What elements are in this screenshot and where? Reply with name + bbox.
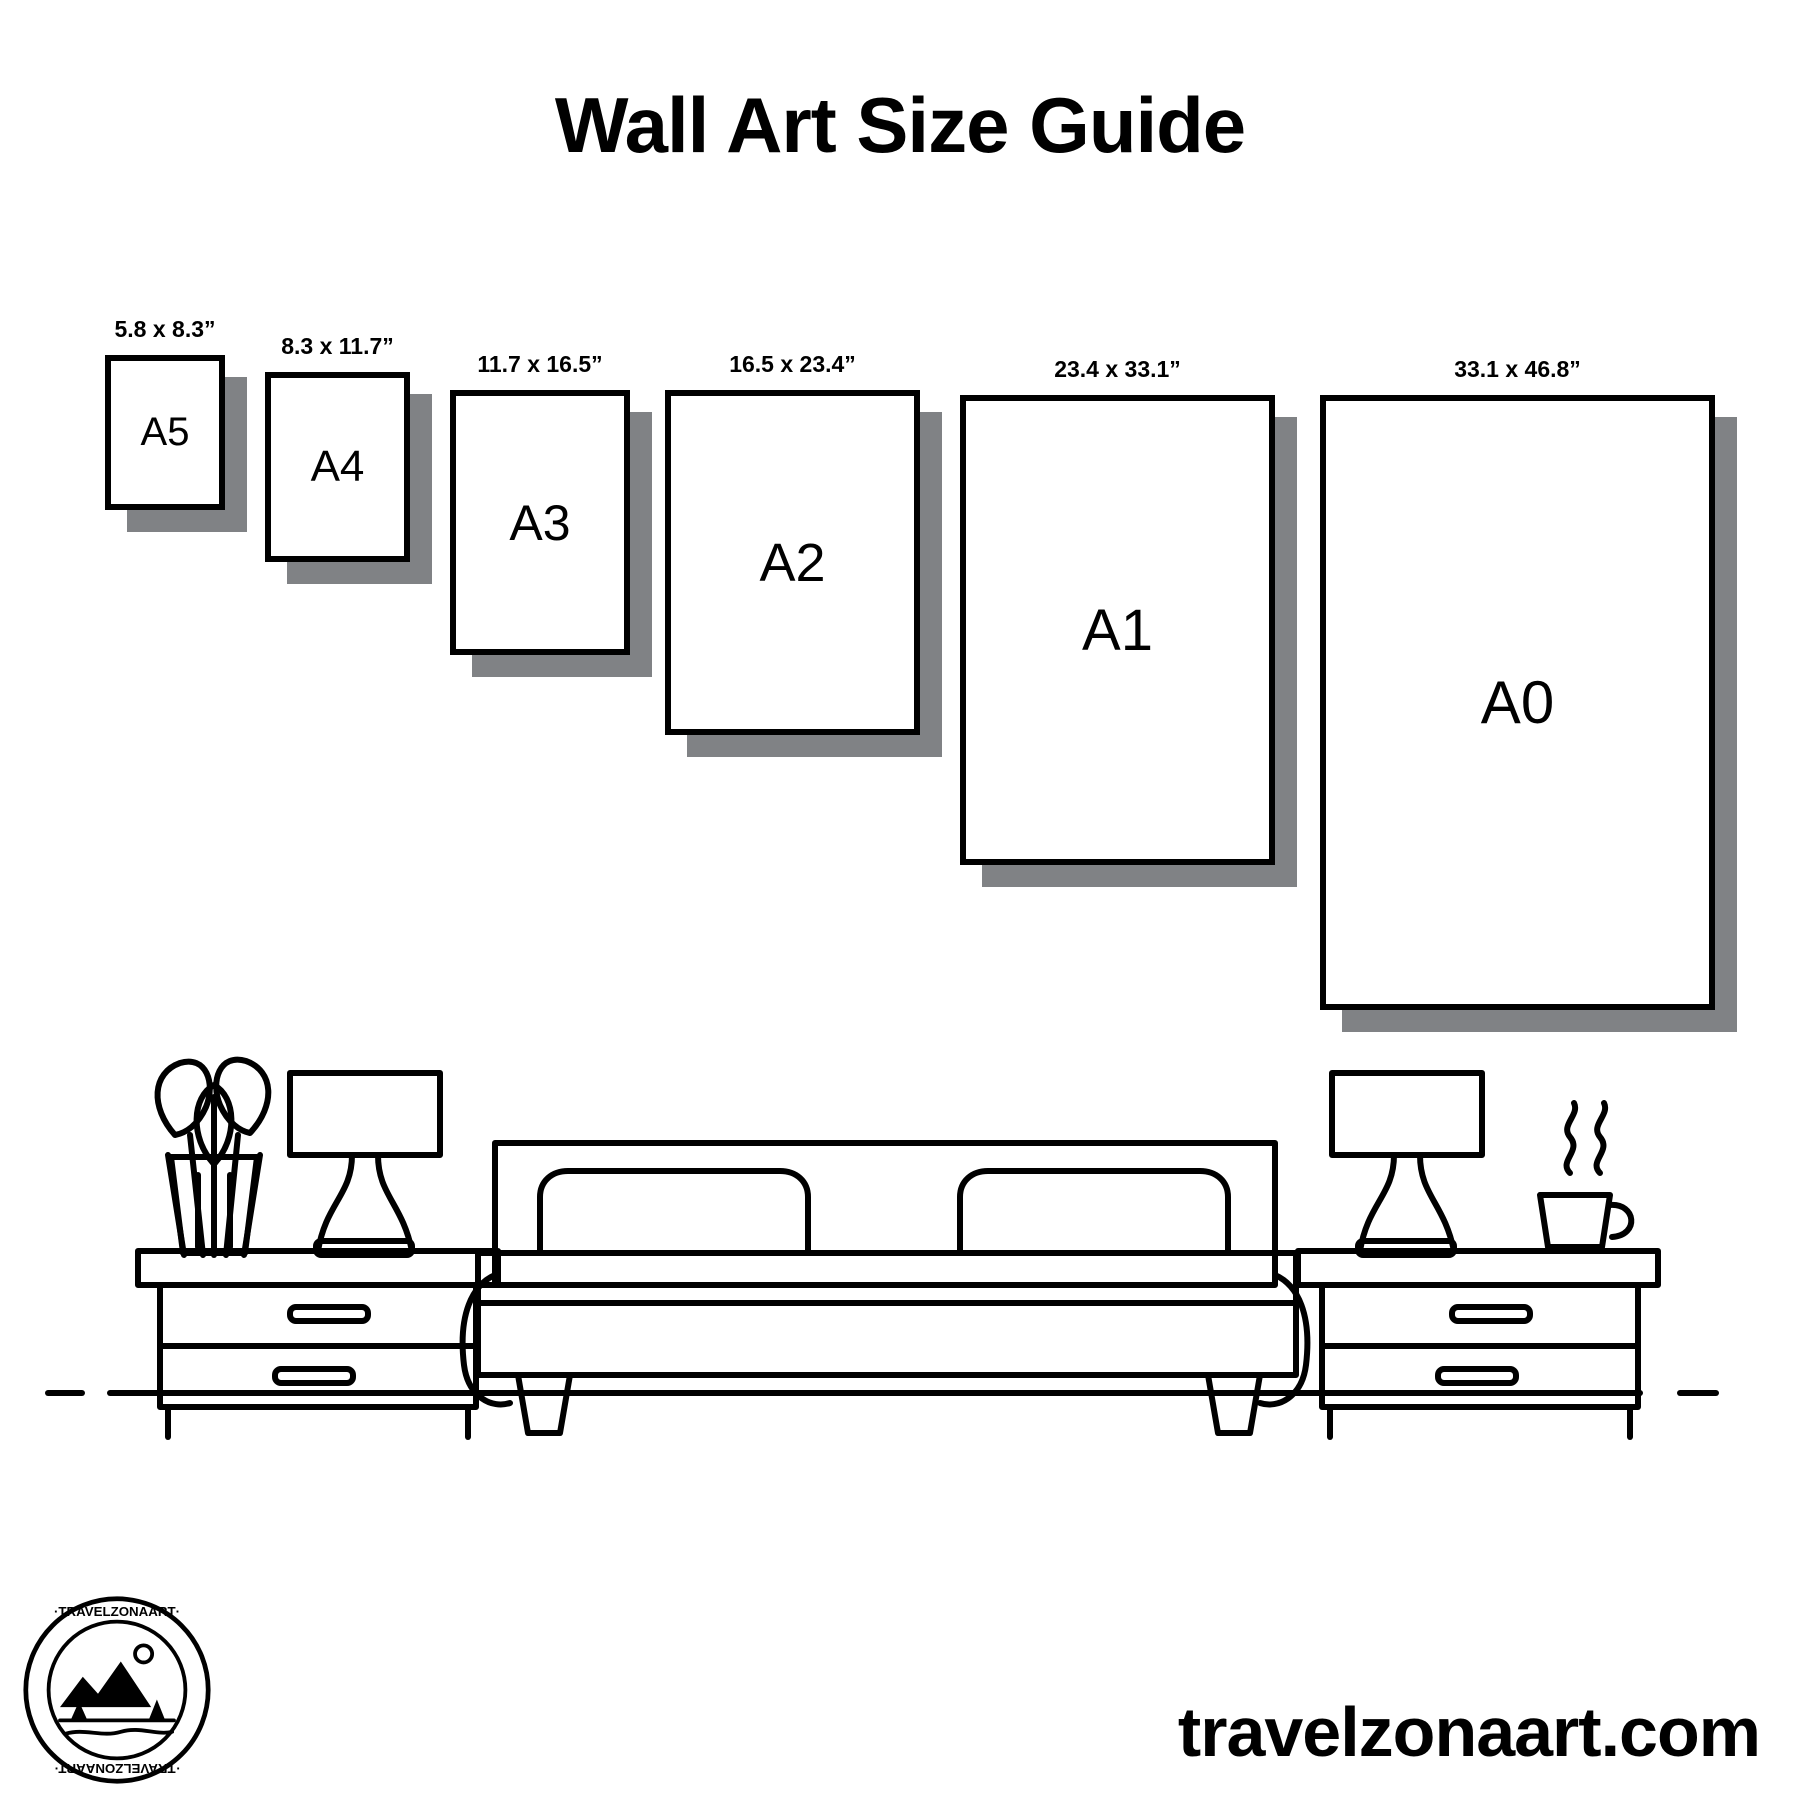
- frame-a3-label: A3: [509, 494, 571, 551]
- bedroom-illustration: [40, 985, 1760, 1455]
- frame-a5-label: A5: [140, 410, 190, 454]
- frame-a0[interactable]: [1320, 356, 1715, 1010]
- logo-text-top: ·TRAVELZONAART·: [53, 1603, 181, 1619]
- frame-a2-label: A2: [759, 532, 826, 593]
- frame-a0-dimensions: 33.1 x 46.8”: [1454, 356, 1581, 382]
- frame-size-row: [0, 290, 1800, 1010]
- brand-logo[interactable]: [22, 1595, 212, 1785]
- frame-a3-box[interactable]: [450, 390, 630, 655]
- left-table-lamp[interactable]: [290, 1073, 440, 1255]
- bed[interactable]: [463, 1143, 1308, 1433]
- frame-a3[interactable]: [450, 351, 630, 655]
- frame-a4-dimensions: 8.3 x 11.7”: [281, 333, 394, 359]
- frame-a1[interactable]: [960, 356, 1275, 865]
- frame-a4[interactable]: [265, 333, 410, 562]
- logo-text-bottom: ·TRAVELZONAART·: [53, 1761, 181, 1777]
- plant-vase-icon: [158, 1060, 269, 1255]
- website-url[interactable]: travelzonaart.com: [1177, 1693, 1760, 1771]
- frame-a5-box[interactable]: [105, 355, 225, 510]
- frame-a0-box[interactable]: [1320, 395, 1715, 1010]
- frame-a1-label: A1: [1082, 597, 1153, 663]
- frame-a0-label: A0: [1480, 669, 1555, 736]
- page-title: Wall Art Size Guide: [554, 81, 1246, 169]
- frame-a1-dimensions: 23.4 x 33.1”: [1054, 356, 1181, 382]
- frame-a2-dimensions: 16.5 x 23.4”: [729, 351, 856, 377]
- frame-a4-box[interactable]: [265, 372, 410, 562]
- coffee-cup-icon: [1540, 1103, 1631, 1247]
- frame-a3-dimensions: 11.7 x 16.5”: [477, 351, 603, 377]
- frame-a4-label: A4: [310, 442, 365, 491]
- right-nightstand[interactable]: [1298, 1251, 1658, 1437]
- frame-a5-dimensions: 5.8 x 8.3”: [114, 316, 216, 342]
- frame-a5[interactable]: [105, 316, 225, 510]
- right-table-lamp[interactable]: [1332, 1073, 1482, 1255]
- frame-a1-box[interactable]: [960, 395, 1275, 865]
- frame-a2[interactable]: [665, 351, 920, 735]
- frame-a2-box[interactable]: [665, 390, 920, 735]
- left-nightstand[interactable]: [138, 1251, 498, 1437]
